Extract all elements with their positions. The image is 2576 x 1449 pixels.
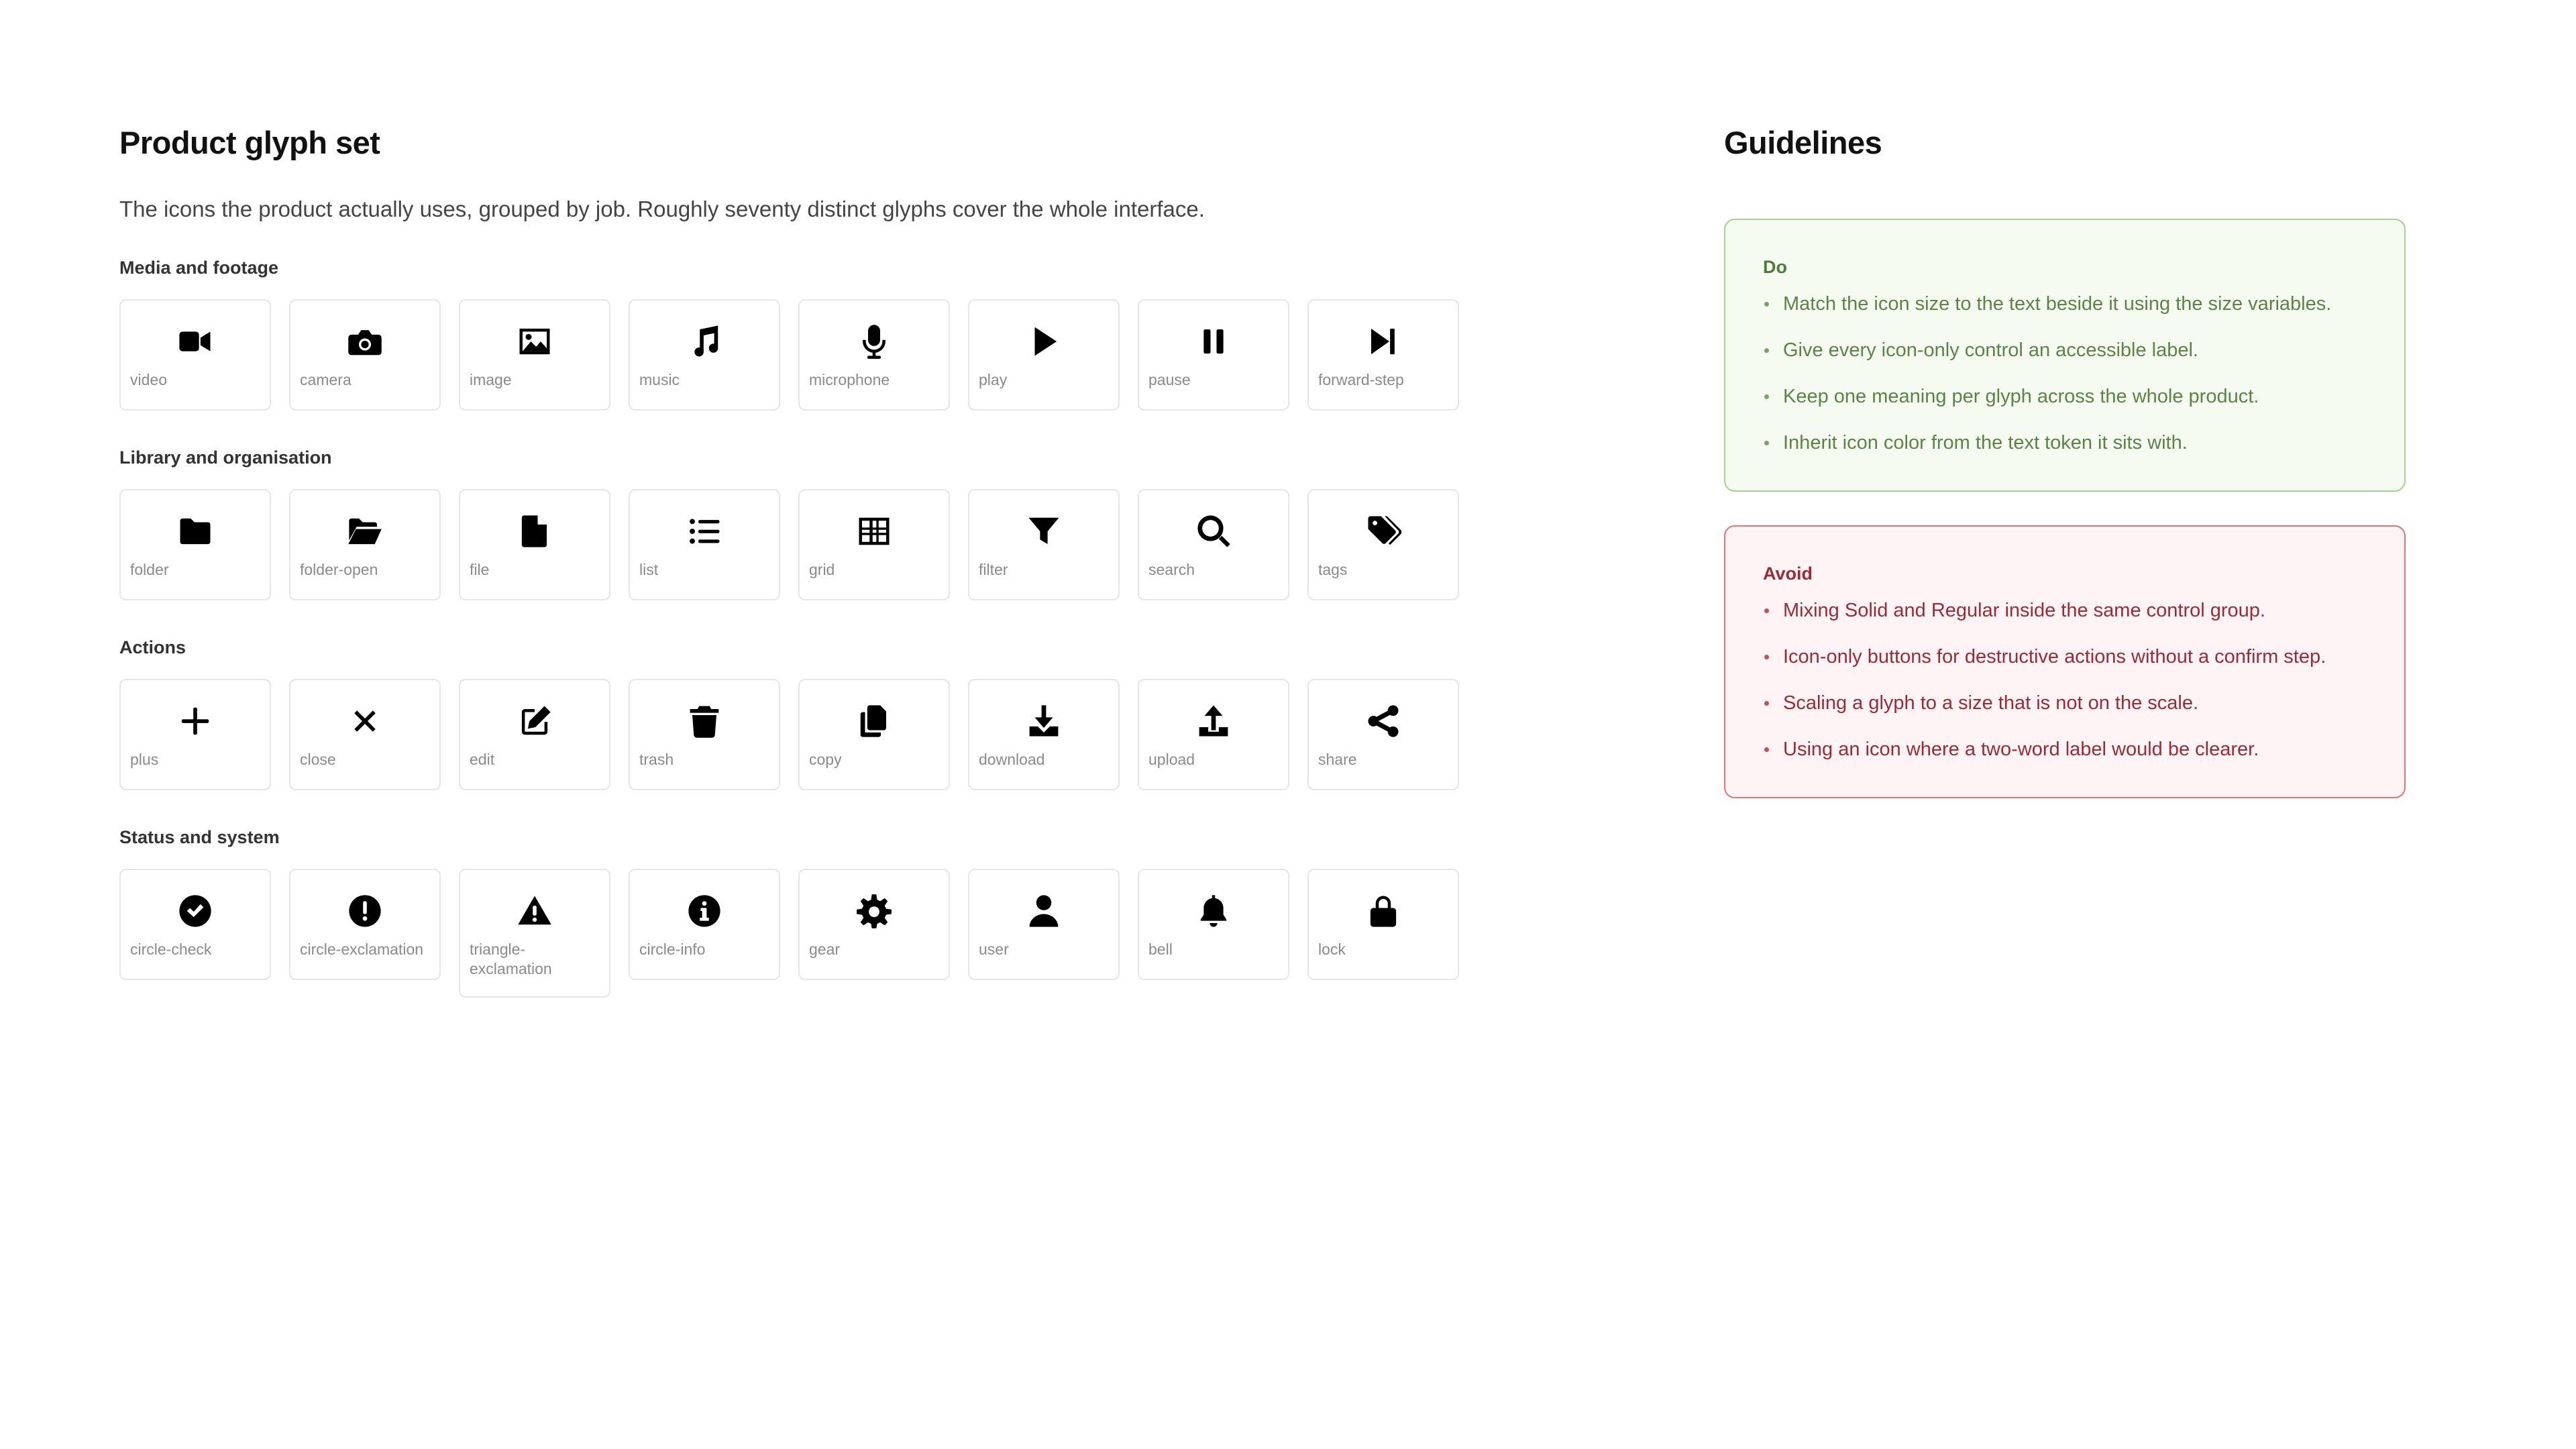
folder-open-icon xyxy=(347,513,383,549)
icon-tile-filter[interactable] xyxy=(968,489,1120,600)
circle-check-icon xyxy=(177,893,213,929)
icon-label: trash xyxy=(639,751,674,768)
do-item: Match the icon size to the text beside it using the size variables. xyxy=(1763,291,2367,317)
avoid-card xyxy=(1724,525,2406,798)
icon-label: tags xyxy=(1318,561,1348,578)
icon-label: plus xyxy=(130,751,159,768)
icon-group xyxy=(119,824,1461,998)
filter-icon xyxy=(1026,513,1062,549)
icon-label: gear xyxy=(809,941,841,958)
icon-label: microphone xyxy=(809,371,890,388)
edit-icon xyxy=(517,703,553,739)
icon-tile-circle-info[interactable] xyxy=(629,869,780,980)
intro-text: The icons the product actually uses, grouped by job. Roughly seventy distinct glyphs cover the whole interface. xyxy=(119,197,1205,221)
triangle-exclamation-icon xyxy=(517,893,553,929)
icon-tile-folder[interactable] xyxy=(119,489,271,600)
icon-label: file xyxy=(470,561,490,578)
avoid-heading: Avoid xyxy=(1763,564,1813,584)
forward-step-icon xyxy=(1365,323,1401,360)
video-icon xyxy=(177,323,213,360)
guidelines-title: Guidelines xyxy=(1724,125,1882,160)
upload-icon xyxy=(1195,703,1232,739)
icon-group xyxy=(119,444,1461,600)
circle-info-icon xyxy=(686,893,722,929)
icon-label: pause xyxy=(1148,371,1191,388)
icon-label: filter xyxy=(979,561,1008,578)
group-title: Media and footage xyxy=(119,258,279,278)
microphone-icon xyxy=(856,323,892,360)
gear-icon xyxy=(856,893,892,929)
icon-label: camera xyxy=(300,371,352,388)
copy-icon xyxy=(856,703,892,739)
icon-tile-plus[interactable] xyxy=(119,679,271,790)
icon-label: share xyxy=(1318,751,1357,768)
icon-tile-gear[interactable] xyxy=(798,869,950,980)
icon-tile-music[interactable] xyxy=(629,299,780,411)
folder-icon xyxy=(177,513,213,549)
icon-tile-camera[interactable] xyxy=(289,299,441,411)
icon-groups xyxy=(119,254,1461,998)
icon-label: grid xyxy=(809,561,835,578)
trash-icon xyxy=(686,703,722,739)
icon-group xyxy=(119,634,1461,790)
pause-icon xyxy=(1195,323,1232,360)
icon-label: music xyxy=(639,371,680,388)
play-icon xyxy=(1026,323,1062,360)
icon-tile-pause[interactable] xyxy=(1138,299,1289,411)
icon-tile-close[interactable] xyxy=(289,679,441,790)
list-icon xyxy=(686,513,722,549)
icon-label: forward-step xyxy=(1318,371,1404,388)
icon-label: download xyxy=(979,751,1045,768)
avoid-item: Scaling a glyph to a size that is not on the scale. xyxy=(1763,690,2367,716)
file-icon xyxy=(517,513,553,549)
icon-tile-play[interactable] xyxy=(968,299,1120,411)
page-title: Product glyph set xyxy=(119,125,380,160)
lock-icon xyxy=(1365,893,1401,929)
icon-label: folder xyxy=(130,561,169,578)
glyph-set-section xyxy=(119,119,1461,998)
icon-tile-share[interactable] xyxy=(1307,679,1459,790)
do-list xyxy=(1763,291,2367,455)
icon-label: circle-check xyxy=(130,941,212,958)
do-heading: Do xyxy=(1763,257,1787,277)
icon-label: triangle-exclamation xyxy=(470,941,552,977)
icon-tile-file[interactable] xyxy=(459,489,610,600)
icon-tile-triangle-exclamation[interactable] xyxy=(459,869,610,998)
icon-tile-video[interactable] xyxy=(119,299,271,411)
avoid-item: Icon-only buttons for destructive actions without a confirm step. xyxy=(1763,644,2367,669)
icon-tile-bell[interactable] xyxy=(1138,869,1289,980)
do-item: Keep one meaning per glyph across the whole product. xyxy=(1763,384,2367,409)
icon-tile-download[interactable] xyxy=(968,679,1120,790)
icon-tile-circle-check[interactable] xyxy=(119,869,271,980)
icon-label: search xyxy=(1148,561,1195,578)
do-card xyxy=(1724,219,2406,492)
icon-label: circle-exclamation xyxy=(300,941,424,958)
icon-label: list xyxy=(639,561,659,578)
do-item: Give every icon-only control an accessible label. xyxy=(1763,337,2367,363)
grid-icon xyxy=(856,513,892,549)
icon-grid xyxy=(119,869,1461,998)
icon-label: folder-open xyxy=(300,561,378,578)
icon-tile-user[interactable] xyxy=(968,869,1120,980)
icon-tile-forward-step[interactable] xyxy=(1307,299,1459,411)
icon-tile-grid[interactable] xyxy=(798,489,950,600)
close-icon xyxy=(347,703,383,739)
icon-tile-lock[interactable] xyxy=(1307,869,1459,980)
icon-label: lock xyxy=(1318,941,1346,958)
tags-icon xyxy=(1365,513,1401,549)
circle-exclamation-icon xyxy=(347,893,383,929)
user-icon xyxy=(1026,893,1062,929)
icon-grid xyxy=(119,489,1461,600)
icon-label: upload xyxy=(1148,751,1195,768)
search-icon xyxy=(1195,513,1232,549)
icon-tile-folder-open[interactable] xyxy=(289,489,441,600)
icon-group xyxy=(119,254,1461,411)
music-icon xyxy=(686,323,722,360)
icon-tile-image[interactable] xyxy=(459,299,610,411)
icon-label: video xyxy=(130,371,167,388)
icon-tile-list[interactable] xyxy=(629,489,780,600)
download-icon xyxy=(1026,703,1062,739)
icon-tile-trash[interactable] xyxy=(629,679,780,790)
icon-label: edit xyxy=(470,751,495,768)
icon-label: image xyxy=(470,371,512,388)
icon-label: bell xyxy=(1148,941,1173,958)
icon-grid xyxy=(119,299,1461,411)
share-icon xyxy=(1365,703,1401,739)
icon-label: copy xyxy=(809,751,842,768)
icon-tile-circle-exclamation[interactable] xyxy=(289,869,441,980)
icon-label: play xyxy=(979,371,1008,388)
group-title: Actions xyxy=(119,637,186,657)
icon-tile-microphone[interactable] xyxy=(798,299,950,411)
group-title: Library and organisation xyxy=(119,447,332,468)
guidelines-panel xyxy=(1724,119,2406,798)
camera-icon xyxy=(347,323,383,360)
icon-tile-upload[interactable] xyxy=(1138,679,1289,790)
icon-tile-copy[interactable] xyxy=(798,679,950,790)
icon-label: circle-info xyxy=(639,941,706,958)
plus-icon xyxy=(177,703,213,739)
icon-grid xyxy=(119,679,1461,790)
avoid-list xyxy=(1763,598,2367,762)
avoid-item: Using an icon where a two-word label would be clearer. xyxy=(1763,737,2367,762)
bell-icon xyxy=(1195,893,1232,929)
avoid-item: Mixing Solid and Regular inside the same control group. xyxy=(1763,598,2367,623)
group-title: Status and system xyxy=(119,827,280,847)
icon-label: close xyxy=(300,751,336,768)
icon-label: user xyxy=(979,941,1009,958)
do-item: Inherit icon color from the text token it sits with. xyxy=(1763,430,2367,455)
icon-tile-tags[interactable] xyxy=(1307,489,1459,600)
icon-tile-search[interactable] xyxy=(1138,489,1289,600)
image-icon xyxy=(517,323,553,360)
icon-tile-edit[interactable] xyxy=(459,679,610,790)
